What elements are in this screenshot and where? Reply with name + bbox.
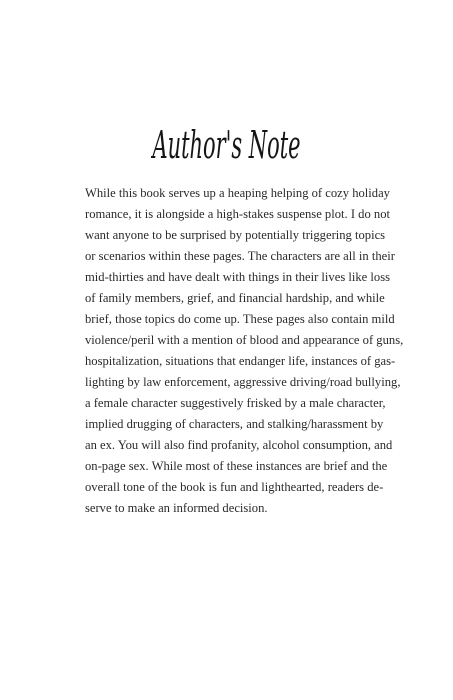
body-line: mid-thirties and have dealt with things in their lives like loss [85,270,390,284]
body-line: romance, it is alongside a high-stakes suspense plot. I do not [85,207,390,221]
body-line: While this book serves up a heaping helping of cozy holiday [85,186,390,200]
body-line: on-page sex. While most of these instances are brief and the [85,459,388,473]
body-line: serve to make an informed decision. [85,501,268,515]
body-line: lighting by law enforcement, aggressive driving/road bullying, [85,375,401,389]
body-line: want anyone to be surprised by potentially triggering topics [85,228,386,242]
body-line: implied drugging of characters, and stalking/harassment by [85,417,384,431]
body-line: a female character suggestively frisked by a male character, [85,396,386,410]
chapter-heading [0,118,453,178]
body-line: overall tone of the book is fun and lighthearted, readers de- [85,480,384,494]
body-line: violence/peril with a mention of blood and appearance of guns, [85,333,404,347]
chapter-heading-svg [0,118,453,178]
body-line: brief, those topics do come up. These pages also contain mild [85,312,395,326]
author-note-body [85,183,404,519]
body-line: an ex. You will also find profanity, alcohol consumption, and [85,438,393,452]
page-title: Author's Note [150,123,301,167]
body-line: of family members, grief, and financial hardship, and while [85,291,385,305]
body-line: or scenarios within these pages. The characters are all in their [85,249,395,263]
body-line: hospitalization, situations that endanger life, instances of gas- [85,354,396,368]
